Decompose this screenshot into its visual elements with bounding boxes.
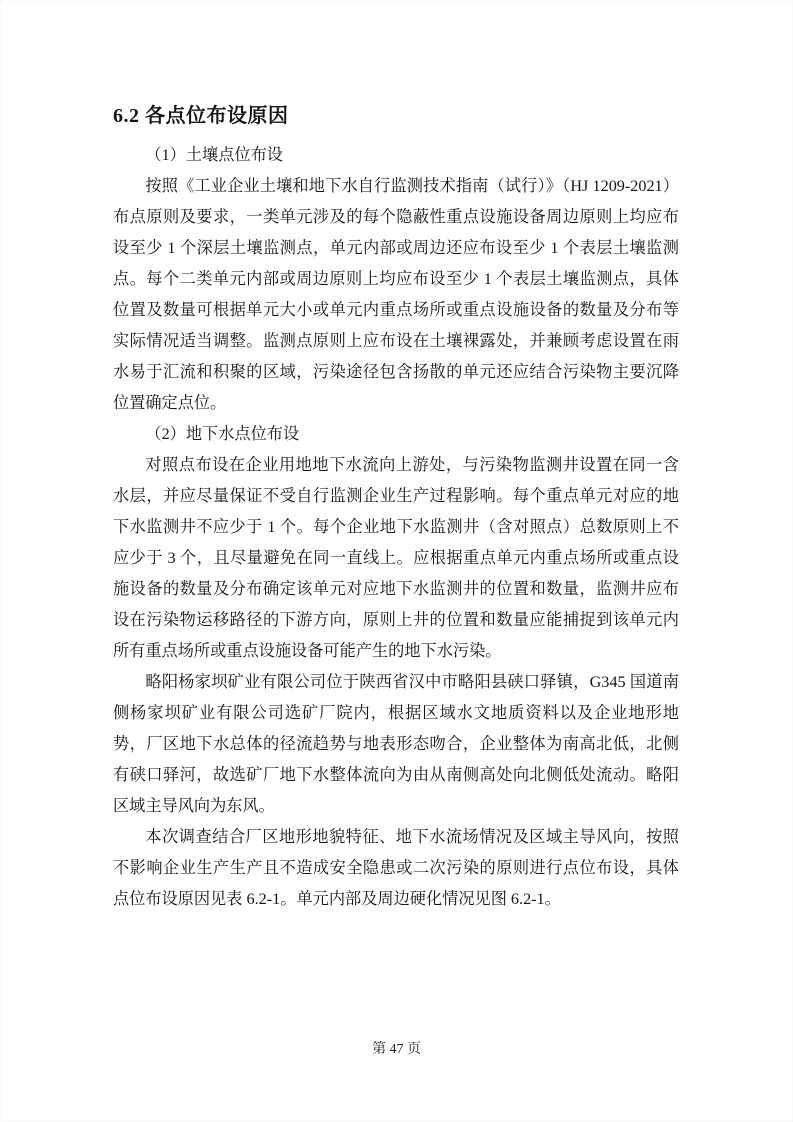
paragraph-survey-conclusion: 本次调查结合厂区地形地貌特征、地下水流场情况及区域主导风向，按照不影响企业生产生产且不造成安全隐患或二次污染的原则进行点位布设，具体点位布设原因见表 6.2-1。单元内部及周边硬化情况见图 6.2-1。	[113, 828, 679, 908]
section-content	[113, 102, 679, 915]
section-heading: 6.2 各点位布设原因	[113, 105, 289, 127]
page-footer	[0, 1040, 793, 1060]
page-number: 第 47 页	[372, 1042, 421, 1057]
subsection-title-groundwater: （2）地下水点位布设	[145, 425, 300, 443]
paragraph-groundwater-point-layout: 对照点布设在企业用地地下水流向上游处，与污染物监测井设置在同一含水层，并应尽量保证不受自行监测企业生产过程影响。每个重点单元对应的地下水监测井不应少于 1 个。每个企业地下水监测井（含对照点）总数原则上不应少于 3 个，且尽量避免在同一直线上。应根据重点单元内重点场所或重点设施设备的数量及分布确定该单元对应地下水监测井的位置和数量，监测井应布设在污染物运移路径的下游方向，原则上井的位置和数量应能捕捉到该单元内所有重点场所或重点设施设备可能产生的地下水污染。	[113, 456, 679, 660]
paragraph-soil-point-layout: 按照《工业企业土壤和地下水自行监测技术指南（试行）》（HJ 1209-2021）布点原则及要求，一类单元涉及的每个隐蔽性重点设施设备周边原则上均应布设至少 1 个深层土壤监测点，单元内部或周边还应布设至少 1 个表层土壤监测点。每个二类单元内部或周边原则上均应布设至少 1 个表层土壤监测点，具体位置及数量可根据单元大小或单元内重点场所或重点设施设备的数量及分布等实际情况适当调整。监测点原则上应布设在土壤裸露处，并兼顾考虑设置在雨水易于汇流和积聚的区域，污染途径包含扬散的单元还应结合污染物主要沉降位置确定点位。	[113, 177, 679, 412]
subsection-title-soil: （1）土壤点位布设	[145, 146, 283, 164]
paragraph-company-location-hydrology: 略阳杨家坝矿业有限公司位于陕西省汉中市略阳县硖口驿镇，G345 国道南侧杨家坝矿业有限公司选矿厂院内，根据区域水文地质资料以及企业地形地势，厂区地下水总体的径流趋势与地表形态吻合，企业整体为南高北低，北侧有硖口驿河，故选矿厂地下水整体流向为由从南侧高处向北侧低处流动。略阳区域主导风向为东风。	[113, 673, 679, 815]
